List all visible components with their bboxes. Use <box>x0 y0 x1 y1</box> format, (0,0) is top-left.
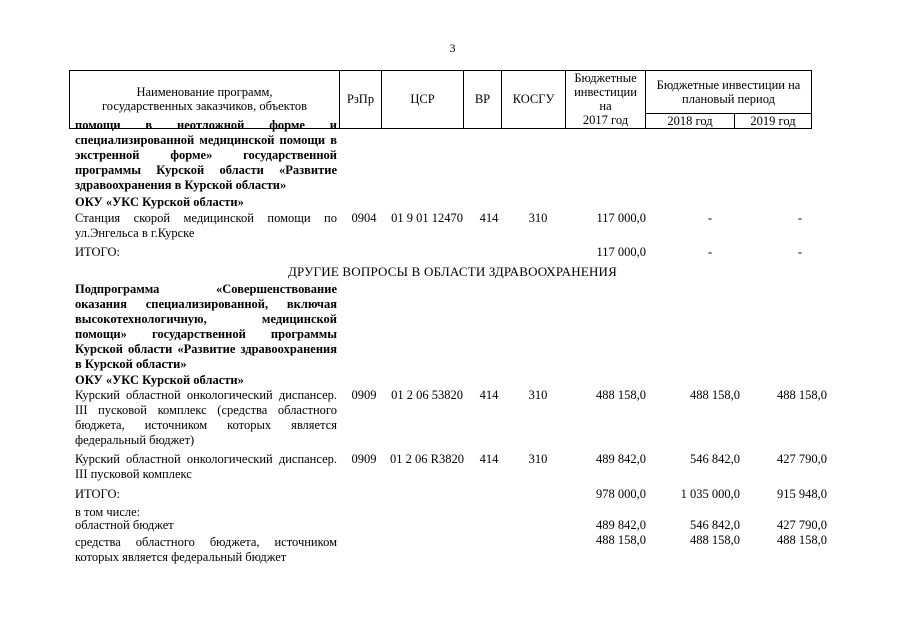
header-kosgu: КОСГУ <box>502 71 566 129</box>
program1-customer: ОКУ «УКС Курской области» <box>75 195 244 209</box>
regional-2017: 489 842,0 <box>596 518 646 532</box>
row3-2018: 546 842,0 <box>690 452 740 466</box>
row1-2017: 117 000,0 <box>596 211 646 225</box>
total1-2017: 117 000,0 <box>596 245 646 259</box>
federal-2017: 488 158,0 <box>596 533 646 547</box>
federal-label: средства областного бюджета, источником которых является федеральный бюджет <box>75 535 337 564</box>
section-title: ДРУГИЕ ВОПРОСЫ В ОБЛАСТИ ЗДРАВООХРАНЕНИЯ <box>287 264 618 279</box>
federal-2018: 488 158,0 <box>690 533 740 547</box>
including-label: в том числе: <box>75 505 141 519</box>
program1-name: помощи в неотложной форме и специализированной медицинской помощи в экстренной форме» государственной программы Курской области «Развитие здравоохранения в Курской области» <box>75 118 337 192</box>
row2-2018: 488 158,0 <box>690 388 740 402</box>
row3-csr: 01 2 06 R3820 <box>390 452 464 466</box>
total2-label: ИТОГО: <box>75 487 120 501</box>
row3-2017: 489 842,0 <box>596 452 646 466</box>
page-number: 3 <box>449 41 456 55</box>
header-year-2019: 2019 год <box>735 113 812 128</box>
header-inv-2017-title: Бюджетные инвестиции на <box>566 71 646 114</box>
regional-2019: 427 790,0 <box>777 518 827 532</box>
total1-2019: - <box>797 245 803 259</box>
total2-2017: 978 000,0 <box>596 487 646 501</box>
header-year-2017: 2017 год <box>566 113 646 128</box>
row3-vr: 414 <box>479 452 499 466</box>
row1-csr: 01 9 01 12470 <box>391 211 463 225</box>
row2-rzpr: 0909 <box>351 388 377 402</box>
row2-vr: 414 <box>479 388 499 402</box>
regional-2018: 546 842,0 <box>690 518 740 532</box>
total1-2018: - <box>707 245 713 259</box>
program2-name: Подпрограмма «Совершенствование оказания специализированной, включая высокотехнологичную, медицинской помощи» государственной программы Курской области «Развитие здравоохранения в Курской области» <box>75 282 337 371</box>
row2-name: Курский областной онкологический диспансер. III пусковой комплекс (средства областного бюджета, источником которых является федеральный бюджет) <box>75 388 337 447</box>
header-name: Наименование программ, государственных заказчиков, объектов <box>70 71 340 129</box>
row1-2019: - <box>797 211 803 225</box>
header-rzpr: РзПр <box>340 71 382 129</box>
row1-kosgu: 310 <box>528 211 548 225</box>
header-csr: ЦСР <box>382 71 464 129</box>
regional-label: областной бюджет <box>75 518 174 532</box>
row3-2019: 427 790,0 <box>777 452 827 466</box>
program2-customer: ОКУ «УКС Курской области» <box>75 373 244 387</box>
header-year-2018: 2018 год <box>646 113 735 128</box>
row3-kosgu: 310 <box>528 452 548 466</box>
row1-2018: - <box>707 211 713 225</box>
row2-2017: 488 158,0 <box>596 388 646 402</box>
header-plan-period: Бюджетные инвестиции на плановый период <box>646 71 812 114</box>
row2-2019: 488 158,0 <box>777 388 827 402</box>
total1-label: ИТОГО: <box>75 245 120 259</box>
row1-name: Станция скорой медицинской помощи по ул.Энгельса в г.Курске <box>75 211 337 240</box>
federal-2019: 488 158,0 <box>777 533 827 547</box>
total2-2019: 915 948,0 <box>777 487 827 501</box>
row1-rzpr: 0904 <box>351 211 377 225</box>
total2-2018: 1 035 000,0 <box>680 487 740 501</box>
row2-csr: 01 2 06 53820 <box>391 388 463 402</box>
row3-rzpr: 0909 <box>351 452 377 466</box>
row3-name: Курский областной онкологический диспансер. III пусковой комплекс <box>75 452 337 481</box>
row2-kosgu: 310 <box>528 388 548 402</box>
row1-vr: 414 <box>479 211 499 225</box>
header-vr: ВР <box>464 71 502 129</box>
